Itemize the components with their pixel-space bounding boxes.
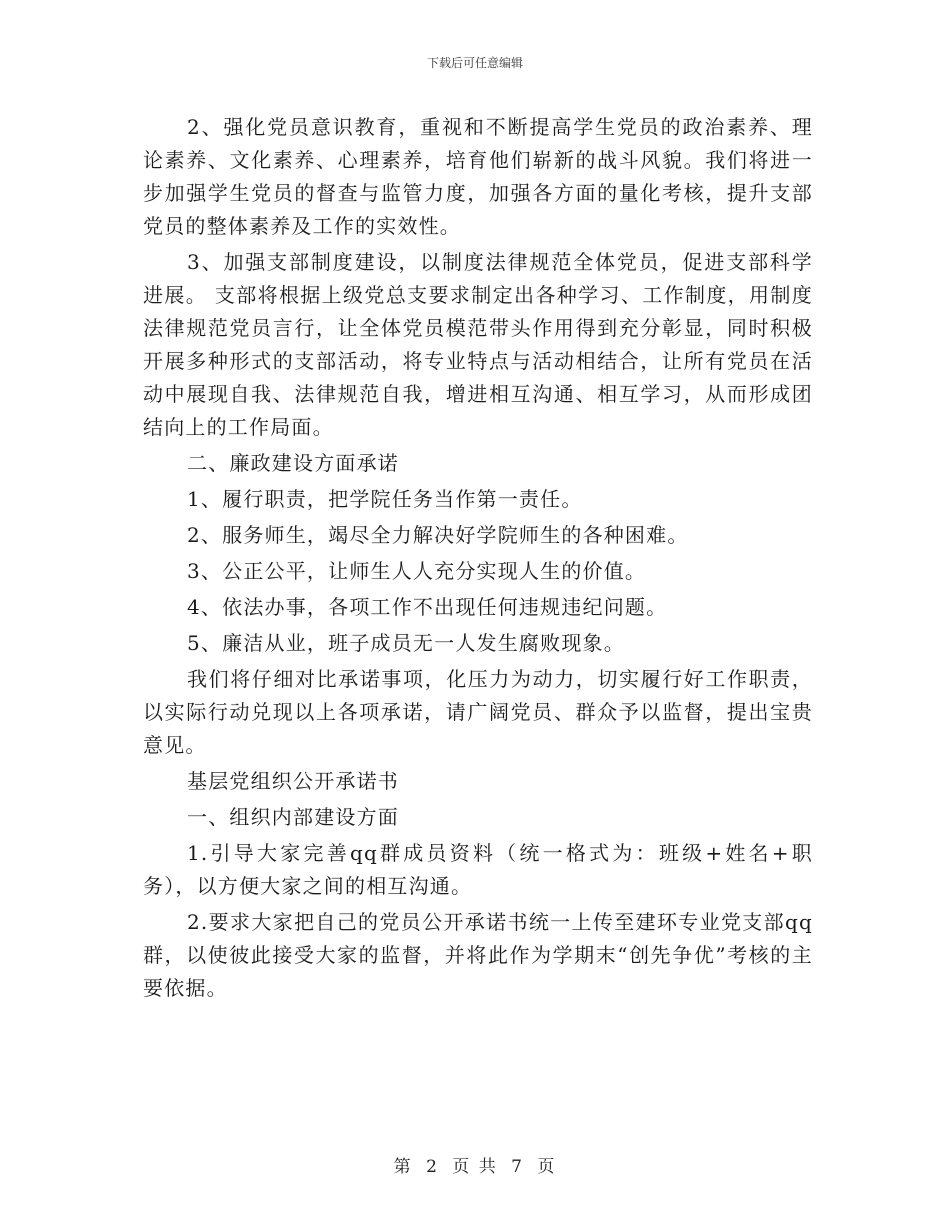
list-item-clean: 5、廉洁从业，班子成员无一人发生腐败现象。: [187, 631, 625, 655]
list-item-lawful: 4、依法办事，各项工作不出现任何违规违纪问题。: [187, 595, 668, 619]
footer-suffix: 页: [537, 1157, 557, 1177]
list-item-duty: 1、履行职责，把学院任务当作第一责任。: [187, 487, 583, 511]
section-heading-organization: 一、组织内部建设方面: [187, 805, 399, 829]
paragraph-party-awareness: 2、强化党员意识教育，重视和不断提高学生党员的政治素养、理论素养、文化素养、心理素养，培育他们崭新的战斗风貌。我们将进一步加强学生党员的督查与监管力度，加强各方面的量化考核，提升支部党员的整体素养及工作的实效性。: [143, 115, 813, 238]
document-body: [143, 111, 813, 1005]
paragraph-branch-system: 3、加强支部制度建设，以制度法律规范全体党员，促进支部科学进展。 支部将根据上级党总支要求制定出各种学习、工作制度，用制度法律规范党员言行，让全体党员模范带头作用得到充分彰显，同时积极开展多种形式的支部活动，将专业特点与活动相结合，让所有党员在活动中展现自我、法律规范自我，增进相互沟通、相互学习，从而形成团结向上的工作局面。: [143, 250, 813, 439]
list-item-service: 2、服务师生，竭尽全力解决好学院师生的各种困难。: [187, 523, 689, 547]
document-title: 基层党组织公开承诺书: [187, 769, 399, 793]
footer-middle: 页 共: [452, 1157, 498, 1177]
footer-total-pages: 7: [511, 1157, 524, 1177]
page-header-note: 下载后可任意编辑: [426, 56, 523, 70]
list-item-fairness: 3、公正公平，让师生人人充分实现人生的价值。: [187, 559, 647, 583]
section-heading-integrity: 二、廉政建设方面承诺: [187, 451, 399, 475]
page-number-footer: [0, 1152, 950, 1177]
paragraph-commitment: 我们将仔细对比承诺事项，化压力为动力，切实履行好工作职责，以实际行动兑现以上各项承诺，请广阔党员、群众予以监督，提出宝贵意见。: [143, 667, 813, 757]
list-item-qq-upload: 2.要求大家把自己的党员公开承诺书统一上传至建环专业党支部qq群，以使彼此接受大家的监督，并将此作为学期末“创先争优”考核的主要依据。: [143, 910, 813, 1000]
footer-current-page: 2: [426, 1157, 439, 1177]
list-item-qq-profile: 1.引导大家完善qq群成员资料（统一格式为：班级+姓名+职务），以方便大家之间的相互沟通。: [143, 841, 813, 898]
footer-prefix: 第: [393, 1157, 413, 1177]
